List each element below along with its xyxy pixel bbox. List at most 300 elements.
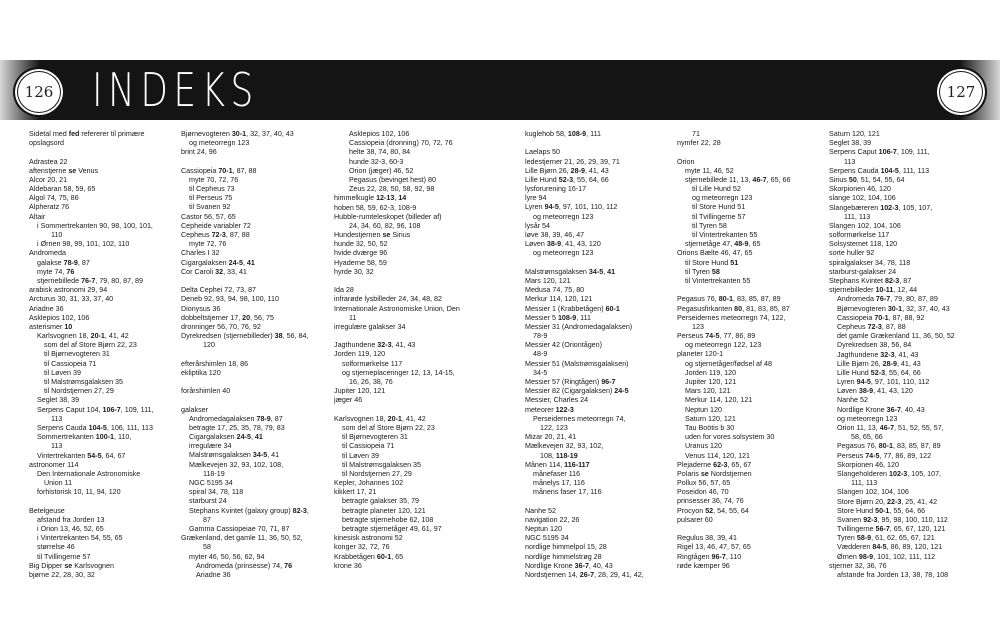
index-entry: [677, 415, 837, 424]
index-entry: [29, 470, 189, 479]
index-entry: [829, 130, 989, 139]
entry-text: stjerner 32, 36, 76: [829, 561, 887, 570]
entry-text: til Nordstjernen 27, 29: [44, 387, 114, 396]
entry-text: , 61, 62, 65, 67, 121: [871, 534, 935, 543]
entry-text: Deneb 92, 93, 94, 98, 100, 110: [181, 295, 279, 304]
index-entry: [334, 314, 494, 323]
index-entry: [29, 240, 189, 249]
entry-text: irregulære galakser 34: [334, 322, 406, 331]
entry-text: Nanhe 52: [837, 396, 868, 405]
page-ref-bold: 94-5: [544, 203, 559, 212]
entry-text: Nordlige Krone: [525, 561, 575, 570]
entry-text: kuglehob 58,: [525, 130, 568, 138]
page-ref-bold: 78-9: [256, 414, 271, 423]
entry-text: Alpheratz 76: [29, 203, 70, 212]
page-ref-bold: se: [64, 561, 73, 570]
index-entry: [829, 185, 989, 194]
index-entry: [334, 213, 494, 222]
entry-text: Cepheus: [181, 231, 212, 240]
index-entry: [525, 350, 685, 359]
entry-text: 34-5: [533, 368, 548, 377]
index-entry: [181, 553, 341, 562]
index-entry: [29, 305, 189, 314]
page-ref-bold: 70-1: [874, 313, 889, 322]
entry-text: Saturn 120, 121: [685, 414, 736, 423]
entry-text: Medusa 74, 75, 80: [525, 286, 585, 295]
page-ref-bold: 38: [274, 332, 283, 341]
index-entry: [29, 332, 189, 341]
index-entry: [181, 323, 341, 332]
index-entry: [829, 415, 989, 424]
index-entry: [525, 341, 685, 350]
index-entry: [181, 424, 341, 433]
entry-text: pulsarer 60: [677, 515, 713, 524]
entry-text: Ringtågen: [677, 552, 712, 561]
entry-text: , 87, 88, 92: [888, 313, 925, 322]
index-entry: [525, 158, 685, 167]
index-entry: [29, 424, 189, 433]
index-entry: [525, 553, 685, 562]
entry-text: hyrde 30, 32: [334, 267, 374, 276]
index-entry: [525, 323, 685, 332]
index-entry: [181, 525, 341, 534]
entry-text: , 32, 37, 40, 43: [902, 304, 950, 313]
page-ref-bold: 20-1: [387, 414, 402, 423]
index-entry: [525, 387, 685, 396]
index-entry: [181, 176, 341, 185]
entry-text: Ida 28: [334, 286, 354, 295]
page-ref-bold: 38-9: [546, 240, 562, 249]
index-entry: [829, 332, 989, 341]
index-entry: [29, 148, 189, 157]
index-entry: [29, 534, 189, 543]
index-entry: [334, 396, 494, 405]
entry-text: Ariadne 36: [29, 304, 64, 313]
entry-text: Aldebaran 58, 59, 65: [29, 185, 96, 194]
index-entry: [677, 442, 837, 451]
entry-text: Vædderen: [837, 543, 873, 552]
entry-text: til Tyren: [685, 267, 712, 276]
index-entry: [334, 369, 494, 378]
entry-text: Jupiter 120, 121: [334, 387, 386, 396]
index-column-6: [829, 130, 989, 580]
index-entry: [181, 305, 341, 314]
entry-text: Messier 57 (Ringtågen): [525, 378, 602, 387]
index-entry: [525, 415, 685, 424]
index-entry: [525, 249, 685, 258]
page-ref-bold: 28-9: [570, 166, 585, 175]
entry-text: Slangen 102, 104, 106: [837, 488, 909, 497]
index-entry: [525, 433, 685, 442]
entry-text: krone 36: [334, 561, 362, 570]
index-entry: [677, 562, 837, 571]
index-entry: [29, 452, 189, 461]
entry-text: Seglet 38, 39: [829, 139, 872, 148]
entry-text: , 97, 101, 110, 112: [870, 378, 930, 387]
index-entry: [525, 461, 685, 470]
index-entry: [181, 442, 341, 451]
index-entry: [677, 424, 837, 433]
entry-text: prinsesser 36, 74, 76: [677, 497, 744, 506]
page-ref-bold: 41: [254, 433, 263, 442]
page-ref-bold: 96-7: [711, 552, 726, 561]
entry-text: og stjernetåger/fødsel af 48: [685, 359, 772, 368]
index-entry: [829, 314, 989, 323]
page-ref-bold: 58-9: [856, 534, 872, 543]
entry-text: , 95, 98, 100, 110, 112: [877, 515, 948, 524]
page-ref-bold: 102-3: [880, 203, 899, 212]
page-ref-bold: 24-5: [236, 433, 251, 442]
index-entry: [334, 562, 494, 571]
index-entry: [334, 497, 494, 506]
index-entry: [334, 185, 494, 194]
index-entry: [29, 185, 189, 194]
index-entry: [29, 286, 189, 295]
index-entry: [29, 488, 189, 497]
entry-text: Cigargalaksen: [189, 433, 237, 442]
page-ref-bold: 52-3: [558, 175, 574, 184]
page-ref-bold: 108-9: [557, 313, 577, 322]
index-entry: [334, 332, 494, 341]
index-entry: [334, 452, 494, 461]
index-entry: [677, 406, 837, 415]
index-entry: [677, 461, 837, 470]
entry-text: Malstrømsgalaksen: [525, 267, 589, 276]
index-entry: [677, 259, 837, 268]
index-entry: [334, 222, 494, 231]
entry-text: til Cepheus 73: [189, 185, 235, 194]
entry-text: , 111: [576, 313, 592, 322]
entry-text: forhistorisk 10, 11, 94, 120: [37, 488, 121, 497]
index-entry: [677, 479, 837, 488]
entry-text: Cassiopeia (dronning) 70, 72, 76: [349, 139, 453, 148]
index-entry: [181, 470, 341, 479]
index-entry: [181, 130, 341, 139]
entry-text: Pollux 56, 57, 65: [677, 479, 731, 488]
index-entry: [525, 305, 685, 314]
entry-text: Big Dipper: [29, 561, 65, 570]
index-entry: [677, 433, 837, 442]
entry-text: , 56, 75: [250, 313, 274, 322]
entry-text: til Tvillingerne 57: [37, 552, 91, 561]
entry-text: kinesisk astronomi 52: [334, 534, 403, 543]
index-entry: [29, 433, 189, 442]
entry-text: i Ørnen 98, 99, 101, 102, 110: [37, 240, 130, 249]
entry-text: størrelse 46: [37, 543, 75, 552]
entry-text: Skorpionen 46, 120: [837, 460, 899, 469]
index-column-5: [677, 130, 837, 571]
page-ref-bold: 122-3: [555, 405, 574, 414]
entry-text: , 83, 85, 87, 89: [892, 442, 941, 451]
index-entry: [829, 424, 989, 433]
index-entry: [29, 194, 189, 203]
index-entry: [677, 516, 837, 525]
index-entry: [29, 369, 189, 378]
page-ref-bold: 76: [284, 561, 293, 570]
entry-text: Bjørnevogteren: [837, 304, 888, 313]
entry-text: , 41, 43: [584, 166, 609, 175]
entry-text: og stjerneplaceringer 12, 13, 14-15,: [342, 368, 455, 377]
entry-text: Procyon: [677, 506, 706, 515]
entry-text: Mælkevejen 32, 93, 102, 108,: [189, 460, 284, 469]
entry-text: Merkur 114, 120, 121: [685, 396, 753, 405]
entry-text: Uranus 120: [685, 442, 722, 451]
index-entry: [829, 442, 989, 451]
index-entry: [829, 360, 989, 369]
index-entry: [677, 240, 837, 249]
page-ref-bold: 10-11: [875, 286, 894, 295]
index-entry: [334, 543, 494, 552]
entry-text: Andromeda: [29, 249, 66, 258]
index-entry: [181, 406, 341, 415]
page-ref-bold: 76-7: [81, 276, 96, 285]
entry-text: Sommertrekanten: [37, 433, 96, 442]
index-entry: [334, 378, 494, 387]
page-ref-bold: 54-5: [87, 451, 102, 460]
index-entry: [181, 534, 341, 543]
index-column-1: [29, 130, 189, 580]
entry-text: Jagthundene: [837, 350, 881, 359]
index-entry: [181, 461, 341, 470]
entry-text: Pegasus 76,: [677, 295, 719, 304]
entry-text: stjernebillede: [37, 276, 82, 285]
entry-text: og meteorregn 122, 123: [685, 341, 762, 350]
index-entry: [677, 148, 837, 157]
index-entry: [334, 130, 494, 139]
entry-text: Zeus 22, 28, 50, 58, 92, 98: [349, 185, 435, 194]
entry-text: , 79, 80, 87, 89: [890, 295, 938, 304]
page-title: INDEKS: [92, 63, 259, 117]
entry-text: Asklepios 102, 106: [349, 130, 410, 138]
index-entry: [334, 360, 494, 369]
entry-text: og meteorregn 123: [533, 212, 594, 221]
entry-text: Karlsvognen: [72, 561, 114, 570]
page-ref-bold: 104-5: [88, 423, 107, 432]
index-entry: [829, 562, 989, 571]
index-entry: [181, 158, 341, 167]
index-entry: [829, 387, 989, 396]
entry-text: himmelkugle: [334, 194, 377, 203]
page-ref-bold: 34-5: [252, 451, 268, 460]
entry-text: Sirius: [390, 231, 411, 240]
index-entry: [181, 286, 341, 295]
entry-text: Grækenland, det gamle 11, 36, 50, 52,: [181, 534, 303, 543]
entry-text: Store Bjørn 20,: [837, 497, 888, 506]
index-entry: [181, 332, 341, 341]
page-ref-bold: 102-3: [889, 469, 908, 478]
entry-text: Adrastea 22: [29, 157, 68, 166]
page-ref-bold: 50: [848, 175, 857, 184]
index-entry: [829, 378, 989, 387]
entry-text: myte 70, 72, 76: [189, 175, 239, 184]
entry-text: nordlige himmelstrøg 28: [525, 552, 602, 561]
entry-text: Dyrekredsen 38, 56, 84: [837, 341, 912, 350]
page-ref-bold: 24-5: [614, 387, 629, 396]
index-entry: [29, 231, 189, 240]
entry-text: myte 74,: [37, 267, 67, 276]
page-ref-bold: 80-1: [718, 295, 733, 304]
index-entry: [334, 415, 494, 424]
index-entry: [525, 167, 685, 176]
index-entry: [181, 259, 341, 268]
index-entry: [677, 507, 837, 516]
page-ref-bold: 74-5: [705, 332, 720, 341]
entry-text: Sirius: [829, 175, 849, 184]
index-entry: [525, 378, 685, 387]
entry-text: Den Internationale Astronomiske: [37, 469, 141, 478]
entry-text: og meteorregn 123: [837, 414, 898, 423]
index-entry: [29, 350, 189, 359]
page-ref-bold: 26-7: [579, 570, 595, 579]
index-entry: [677, 350, 837, 359]
index-entry: [29, 249, 189, 258]
entry-text: løve 38, 39, 46, 47: [525, 231, 585, 240]
entry-text: , 101, 102, 111, 112: [873, 552, 936, 561]
entry-text: stjernebilleder: [829, 286, 876, 295]
entry-text: Messier 51 (Malstrømsgalaksen): [525, 359, 629, 368]
entry-text: Perseus: [837, 451, 866, 460]
entry-text: Mizar 20, 21, 41: [525, 433, 577, 442]
page-ref-bold: 22-3: [887, 497, 902, 506]
page-ref-bold: 50-1: [875, 506, 890, 515]
entry-text: , 81, 83, 85, 87: [742, 304, 790, 313]
entry-text: som del af Store Bjørn 22, 23: [44, 341, 137, 350]
entry-text: aftenstjerne: [29, 166, 69, 175]
entry-text: 118-19: [203, 469, 225, 478]
page-ref-bold: se: [68, 166, 77, 175]
index-entry: [334, 148, 494, 157]
entry-text: galakse: [37, 258, 64, 267]
entry-text: dobbeltstjerner 17,: [181, 313, 243, 322]
index-entry: [829, 222, 989, 231]
page-ref-bold: 82-3: [292, 506, 307, 515]
index-entry: [181, 360, 341, 369]
index-entry: [181, 415, 341, 424]
entry-text: , 87: [77, 258, 90, 267]
index-entry: [525, 360, 685, 369]
index-entry: [525, 213, 685, 222]
entry-text: stjernebillede 11, 13,: [685, 175, 753, 184]
page-ref-bold: fed: [68, 130, 80, 138]
page-ref-bold: 74-5: [865, 451, 880, 460]
index-entry: [677, 249, 837, 258]
entry-text: , 41, 42: [104, 332, 129, 341]
index-entry: [525, 534, 685, 543]
entry-text: Karlsvognen 18,: [37, 332, 91, 341]
entry-text: til Perseus 75: [189, 194, 233, 203]
index-entry: [677, 470, 837, 479]
index-columns: [0, 130, 1000, 635]
index-entry: [829, 571, 989, 580]
index-entry: [181, 249, 341, 258]
index-entry: [677, 396, 837, 405]
page-ref-bold: 51: [730, 258, 739, 267]
index-entry: [525, 194, 685, 203]
index-entry: [29, 259, 189, 268]
index-entry: [334, 433, 494, 442]
entry-text: , 40, 43: [588, 561, 613, 570]
index-entry: [829, 433, 989, 442]
entry-text: 48-9: [533, 350, 548, 359]
page-ref-bold: 118-19: [555, 451, 578, 460]
index-entry: [334, 424, 494, 433]
entry-text: nordlige himmelpol 15, 28: [525, 543, 607, 552]
entry-text: myte 72, 76: [189, 240, 227, 249]
entry-text: Betelgeuse: [29, 506, 65, 515]
entry-text: Bjørnevogteren: [181, 130, 232, 138]
entry-text: ,: [603, 267, 608, 276]
entry-text: betragte planeter 120, 121: [342, 506, 426, 515]
entry-text: solformørkelse 117: [829, 231, 890, 240]
index-entry: [525, 396, 685, 405]
index-entry: [525, 442, 685, 451]
entry-text: , 56, 84,: [282, 332, 309, 341]
index-entry: [829, 525, 989, 534]
entry-text: Orion 11, 13,: [837, 424, 880, 432]
entry-text: , 109, 111,: [896, 148, 930, 157]
index-entry: [181, 369, 341, 378]
entry-text: Slangebæreren: [829, 203, 881, 212]
index-entry: [525, 488, 685, 497]
entry-text: , 40, 43: [900, 405, 925, 414]
index-entry: [677, 387, 837, 396]
entry-text: 24, 34, 60, 82, 96, 108: [349, 221, 421, 230]
entry-text: Charles I 32: [181, 249, 220, 258]
index-entry: [29, 396, 189, 405]
entry-text: meteorer: [525, 405, 556, 414]
index-entry: [829, 268, 989, 277]
index-entry: [29, 543, 189, 552]
page-ref-bold: 38-9: [858, 387, 874, 396]
index-entry: [29, 553, 189, 562]
index-entry: [29, 360, 189, 369]
index-entry: [29, 497, 189, 506]
index-entry: [29, 139, 189, 148]
entry-text: efterårshimlen 18, 86: [181, 359, 249, 368]
entry-text: Dionysus 36: [181, 304, 221, 313]
index-entry: [181, 516, 341, 525]
index-entry: [829, 148, 989, 157]
index-entry: [181, 350, 341, 359]
entry-text: Perseidernes meteorregn 74, 122,: [677, 313, 786, 322]
entry-text: myter 46, 50, 56, 62, 94: [189, 552, 265, 561]
index-entry: [181, 148, 341, 157]
page-ref-bold: 106-7: [878, 148, 897, 157]
entry-text: slange 102, 104, 106: [829, 194, 896, 203]
index-entry: [829, 470, 989, 479]
index-entry: [334, 194, 494, 203]
page-ref-bold: 10: [64, 322, 73, 331]
index-entry: [181, 387, 341, 396]
index-entry: [677, 222, 837, 231]
entry-text: i Orion 13, 46, 52, 65: [37, 525, 104, 534]
entry-text: månens faser 17, 116: [533, 488, 602, 497]
entry-text: Union 11: [44, 479, 73, 488]
index-entry: [829, 240, 989, 249]
entry-text: Månen 114,: [525, 460, 565, 469]
index-entry: [677, 213, 837, 222]
index-entry: [829, 461, 989, 470]
index-entry: [829, 277, 989, 286]
entry-text: 122, 123: [540, 423, 568, 432]
entry-text: , 65, 67: [727, 460, 752, 469]
entry-text: hvide dværge 96: [334, 249, 388, 258]
index-entry: [29, 341, 189, 350]
page-ref-bold: 32-3: [377, 341, 392, 350]
index-entry: [525, 295, 685, 304]
index-entry: [829, 498, 989, 507]
entry-text: Andromedagalaksen: [189, 414, 257, 423]
